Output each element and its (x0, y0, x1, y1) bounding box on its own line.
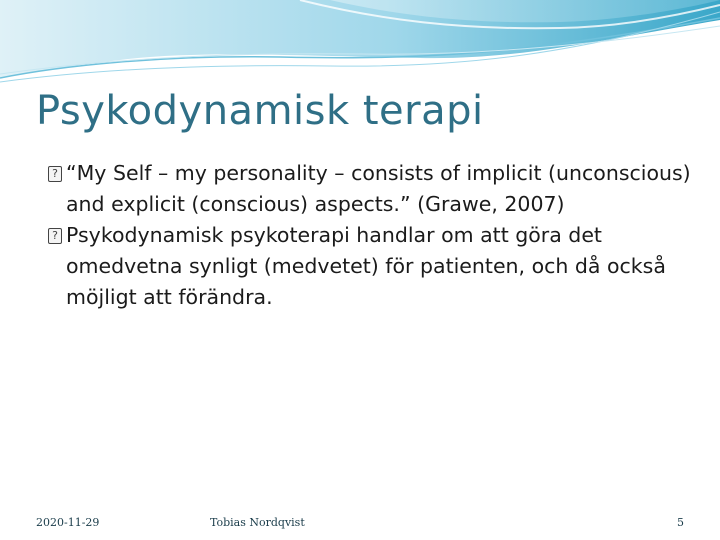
bullet-text: “My Self – my personality – consists of implicit (unconscious) and explicit (conscious) aspects.” (Grawe, 2007) (66, 161, 691, 216)
slide-title: Psykodynamisk terapi (36, 88, 484, 134)
footer-author: Tobias Nordqvist (210, 516, 305, 529)
bullet-box-icon: ? (48, 228, 62, 244)
bullet-box-icon: ? (48, 166, 62, 182)
slide-body (48, 158, 698, 313)
bullet-item (48, 220, 698, 313)
footer-page-number: 5 (677, 516, 684, 529)
bullet-item (48, 158, 698, 220)
bullet-text: Psykodynamisk psykoterapi handlar om att göra det omedvetna synligt (medvetet) för patienten, och då också möjligt att förändra. (66, 223, 666, 309)
footer-date: 2020-11-29 (36, 516, 100, 529)
